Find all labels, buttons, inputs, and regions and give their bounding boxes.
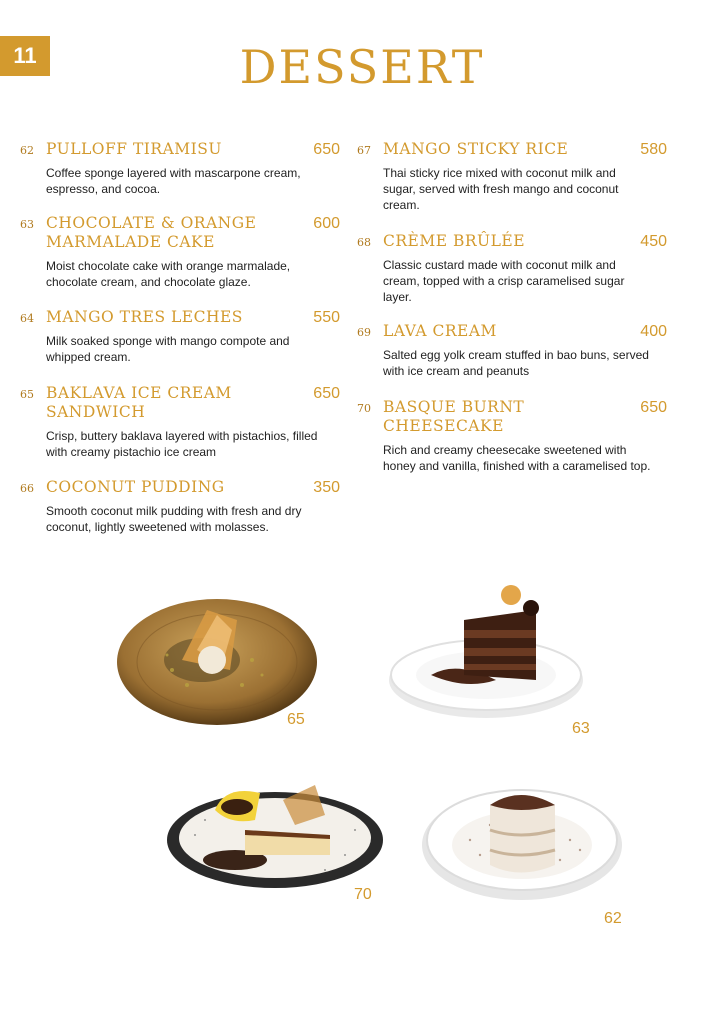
menu-item <box>357 322 667 379</box>
item-price: 650 <box>313 141 340 158</box>
cheesecake-plate-photo <box>165 775 385 895</box>
item-name: PULLOFF TIRAMISU <box>46 140 222 158</box>
photo-label-65: 65 <box>287 711 305 728</box>
menu-item <box>20 478 340 535</box>
item-description: Salted egg yolk cream stuffed in bao buns, served with ice cream and peanuts <box>383 348 649 378</box>
photo-label-70: 70 <box>354 886 372 903</box>
tiramisu-plate-photo <box>420 770 625 905</box>
item-price: 350 <box>313 479 340 496</box>
baklava-plate-photo <box>112 590 322 730</box>
item-number: 70 <box>357 402 371 415</box>
menu-item <box>357 140 667 213</box>
menu-item <box>357 398 667 474</box>
photo-label-63: 63 <box>572 720 590 737</box>
item-number: 65 <box>20 388 34 401</box>
item-price: 550 <box>313 309 340 326</box>
menu-item <box>20 214 340 290</box>
photo-label-62: 62 <box>604 910 622 927</box>
item-name: BASQUE BURNT CHEESECAKE <box>383 398 525 435</box>
item-description: Moist chocolate cake with orange marmalade, chocolate cream, and chocolate glaze. <box>46 259 291 289</box>
item-description: Rich and creamy cheesecake sweetened with honey and vanilla, finished with a caramelised top. <box>383 443 651 473</box>
item-description: Milk soaked sponge with mango compote and whipped cream. <box>46 334 290 364</box>
item-description: Thai sticky rice mixed with coconut milk and sugar, served with fresh mango and coconut cream. <box>383 166 619 212</box>
item-number: 68 <box>357 236 371 249</box>
item-number: 69 <box>357 326 371 339</box>
item-name: MANGO TRES LECHES <box>46 308 243 326</box>
item-description: Crisp, buttery baklava layered with pistachios, filled with creamy pistachio ice cream <box>46 429 318 459</box>
item-price: 580 <box>640 141 667 158</box>
item-number: 62 <box>20 144 34 157</box>
item-number: 64 <box>20 312 34 325</box>
menu-item <box>20 308 340 365</box>
item-price: 400 <box>640 323 667 340</box>
item-number: 63 <box>20 218 34 231</box>
item-name: CHOCOLATE & ORANGE MARMALADE CAKE <box>46 214 257 251</box>
chocolate-cake-plate-photo <box>386 580 586 720</box>
page-number-tab: 11 <box>0 36 50 76</box>
item-price: 600 <box>313 215 340 232</box>
item-description: Smooth coconut milk pudding with fresh and dry coconut, lightly sweetened with molasses. <box>46 504 302 534</box>
page-title: DESSERT <box>239 40 485 94</box>
item-name: MANGO STICKY RICE <box>383 140 569 158</box>
item-number: 66 <box>20 482 34 495</box>
menu-item <box>20 140 340 197</box>
item-description: Coffee sponge layered with mascarpone cream, espresso, and cocoa. <box>46 166 301 196</box>
item-name: COCONUT PUDDING <box>46 478 225 496</box>
menu-item <box>357 232 667 305</box>
item-name: CRÈME BRÛLÉE <box>383 232 526 250</box>
menu-item <box>20 384 340 460</box>
item-name: BAKLAVA ICE CREAM SANDWICH <box>46 384 232 421</box>
item-price: 650 <box>313 385 340 402</box>
item-number: 67 <box>357 144 371 157</box>
item-price: 650 <box>640 399 667 416</box>
item-name: LAVA CREAM <box>383 322 497 340</box>
item-price: 450 <box>640 233 667 250</box>
item-description: Classic custard made with coconut milk and cream, topped with a crisp caramelised sugar layer. <box>383 258 625 304</box>
